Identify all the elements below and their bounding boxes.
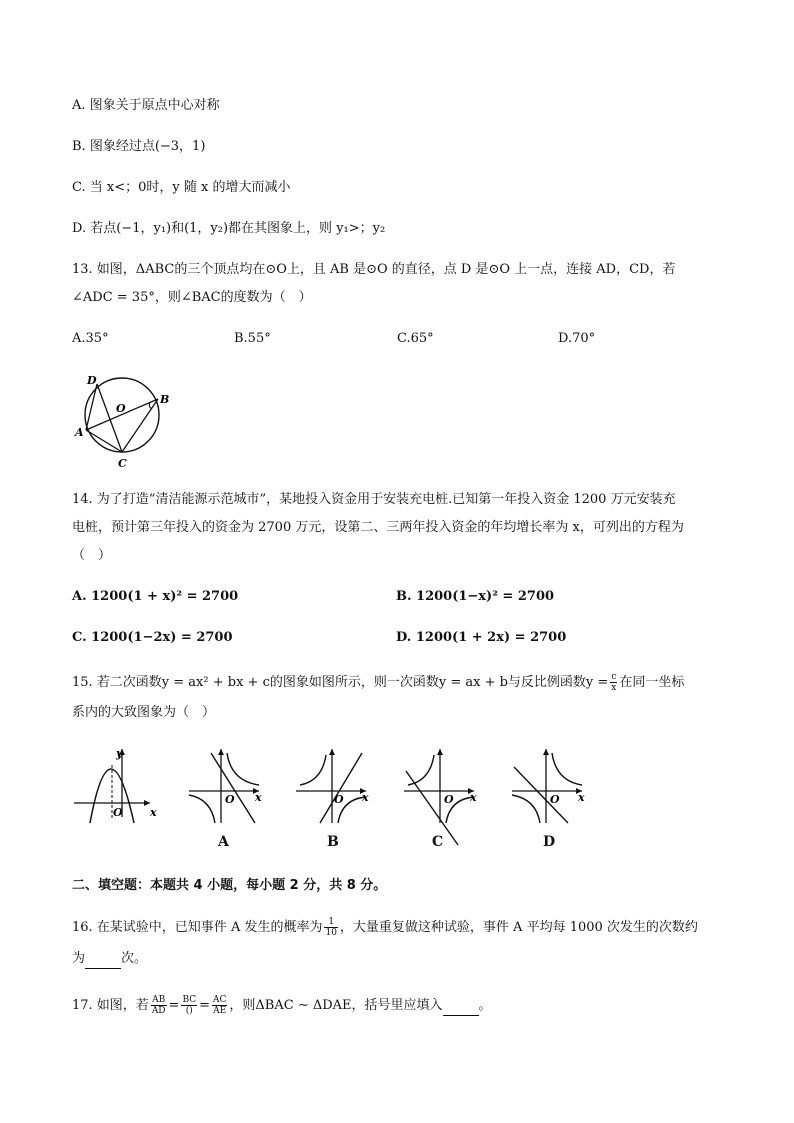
q16-post: ，大量重复做这种试验，事件 A 平均每 1000 次发生的次数约 bbox=[339, 920, 698, 935]
q16-answer-blank[interactable] bbox=[85, 954, 121, 969]
q15-label-b: B bbox=[327, 834, 339, 850]
q17-fraction-2 bbox=[181, 995, 197, 1016]
q16-fraction bbox=[324, 917, 337, 938]
label-b: B bbox=[160, 393, 170, 406]
q15-graph-c bbox=[400, 745, 480, 825]
q15-graph-b bbox=[292, 745, 372, 825]
q13-circle-figure bbox=[70, 372, 180, 472]
q14-option-c: C. 1200(1−2x) = 2700 bbox=[72, 630, 233, 645]
q17-end: 。 bbox=[478, 998, 492, 1013]
svg-text:x: x bbox=[470, 791, 477, 804]
q17-f3-den: AE bbox=[213, 1006, 227, 1016]
q14-stem-line3: （ ） bbox=[72, 548, 112, 563]
q13-option-c: C.65° bbox=[397, 331, 434, 346]
label-a: A bbox=[75, 426, 84, 439]
q17-stem: 17. 如图，若 $\frac{AB}{AD}$ = $\frac{BC}{()}$ = $\frac{AC}{AE}$ ，则ΔBAC ∼ ΔDAE，括号里应填入 。 bbox=[72, 995, 492, 1016]
q15-label-d: D bbox=[543, 834, 556, 850]
q15-parabola-graph bbox=[70, 745, 160, 825]
q13-stem-line1: 13. 如图，ΔABC的三个顶点均在⊙O上，且 AB 是⊙O 的直径，点 D 是⊙O 上一点，连接 AD，CD，若 bbox=[72, 262, 676, 277]
svg-text:x: x bbox=[578, 791, 585, 804]
q15-graph-a bbox=[185, 745, 265, 825]
q17-post: ，则ΔBAC ∼ ΔDAE，括号里应填入 bbox=[229, 998, 443, 1013]
q15-graph-d bbox=[508, 745, 588, 825]
q13-stem-line2: ∠ADC = 35°，则∠BAC的度数为（ ） bbox=[72, 290, 312, 305]
segment-ad bbox=[86, 384, 97, 430]
q16-pre: 16. 在某试验中，已知事件 A 发生的概率为 bbox=[72, 920, 323, 935]
q17-f2-num: BC bbox=[182, 995, 197, 1005]
svg-text:O: O bbox=[444, 793, 454, 806]
svg-text:x: x bbox=[362, 791, 369, 804]
segment-ac bbox=[86, 430, 122, 452]
q17-pre: 17. 如图，若 bbox=[72, 998, 149, 1013]
svg-text:O: O bbox=[113, 806, 123, 819]
svg-text:x: x bbox=[255, 791, 262, 804]
q14-option-a: A. 1200(1 + x)² = 2700 bbox=[72, 589, 239, 604]
q14-stem-line2: 电桩，预计第三年投入的资金为 2700 万元，设第二、三两年投入资金的年均增长率为 x，可列出的方程为 bbox=[72, 520, 684, 535]
svg-text:x: x bbox=[150, 806, 157, 819]
q17-f1-den: AD bbox=[151, 1006, 166, 1016]
section-fill-in-header: 二、填空题：本题共 4 小题，每小题 2 分，共 8 分。 bbox=[72, 878, 387, 893]
svg-text:y: y bbox=[116, 747, 123, 760]
label-o: O bbox=[116, 402, 126, 415]
q12-option-d: D. 若点(−1，y₁)和(1，y₂)都在其图象上，则 y₁>；y₂ bbox=[72, 221, 386, 236]
label-d: D bbox=[87, 374, 97, 387]
q16-line2-post: 次。 bbox=[121, 951, 148, 966]
q16-stem-line1 bbox=[72, 917, 698, 938]
q16-line2-pre: 为 bbox=[72, 951, 86, 966]
q17-answer-blank[interactable] bbox=[443, 1001, 479, 1016]
q15-frac-num: c bbox=[611, 672, 617, 682]
q14-option-d: D. 1200(1 + 2x) = 2700 bbox=[396, 630, 567, 645]
q15-label-a: A bbox=[218, 834, 229, 850]
q15-frac-den: x bbox=[611, 683, 617, 693]
q15-stem-line1 bbox=[72, 672, 684, 693]
q13-option-a: A.35° bbox=[72, 331, 109, 346]
q16-frac-den: 10 bbox=[325, 928, 337, 938]
q15-fraction bbox=[610, 672, 617, 693]
q17-fraction-3 bbox=[212, 995, 227, 1016]
svg-text:O: O bbox=[334, 793, 344, 806]
q15-stem-post: 在同一坐标 bbox=[619, 675, 685, 690]
svg-text:O: O bbox=[550, 793, 560, 806]
q13-option-b: B.55° bbox=[234, 331, 271, 346]
q17-f1-num: AB bbox=[152, 995, 166, 1005]
q12-option-a: A. 图象关于原点中心对称 bbox=[72, 98, 220, 113]
q12-option-b: B. 图象经过点(−3，1) bbox=[72, 139, 206, 154]
q15-stem-line2: 系内的大致图象为（ ） bbox=[72, 705, 216, 720]
q15-stem-pre: 15. 若二次函数y = ax² + bx + c的图象如图所示，则一次函数y = ax + b与反比例函数y = bbox=[72, 675, 609, 690]
segment-dc bbox=[97, 384, 122, 452]
label-c: C bbox=[118, 457, 127, 470]
q14-stem-line1: 14. 为了打造“清洁能源示范城市”，某地投入资金用于安装充电桩.已知第一年投入资金 1200 万元安装充 bbox=[72, 492, 676, 507]
q13-option-d: D.70° bbox=[558, 331, 596, 346]
q17-f2-den: () bbox=[185, 1006, 193, 1016]
q17-fraction-1 bbox=[151, 995, 167, 1016]
q16-frac-num: 1 bbox=[324, 917, 337, 928]
q13-options bbox=[72, 329, 722, 349]
q17-f3-num: AC bbox=[213, 995, 227, 1005]
q14-option-b: B. 1200(1−x)² = 2700 bbox=[396, 589, 555, 604]
q16-stem-line2 bbox=[72, 949, 147, 969]
q12-option-c: C. 当 x<；0时，y 随 x 的增大而减小 bbox=[72, 180, 291, 195]
svg-text:O: O bbox=[225, 793, 235, 806]
q15-label-c: C bbox=[432, 834, 444, 850]
